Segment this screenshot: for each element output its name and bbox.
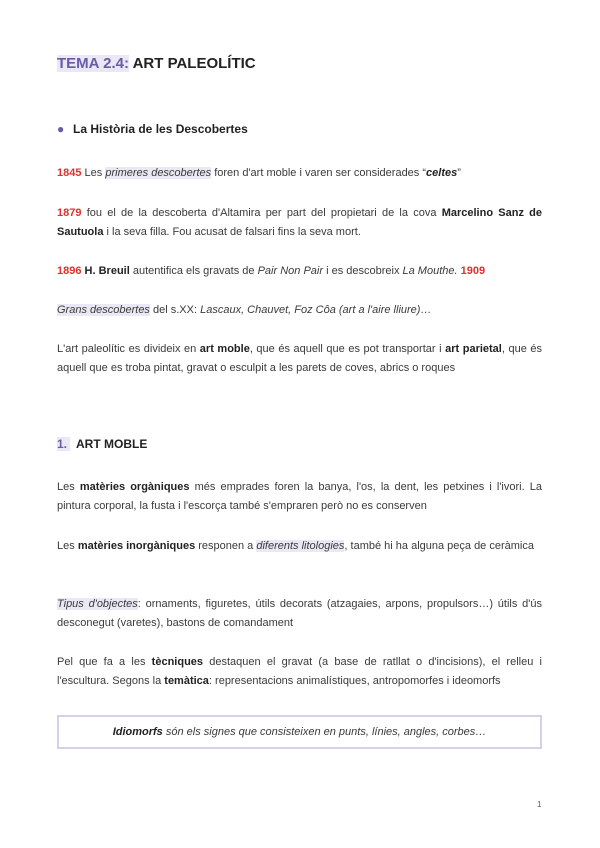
highlight-diferents-litologies: diferents litologies — [256, 540, 345, 552]
subsection-heading-text: La Història de les Descobertes — [73, 122, 248, 136]
text-span: responen a — [198, 540, 254, 552]
term-tecniques: tècniques — [151, 656, 204, 668]
subsection-heading — [57, 122, 248, 136]
year-1909: 1909 — [460, 265, 486, 277]
text-span: : representacions animalístiques, antropomorfes i ideomorfs — [208, 675, 501, 687]
section-number: 1. — [57, 437, 70, 451]
page-title — [57, 55, 256, 72]
ideomorfs-callout-box — [57, 715, 542, 749]
year-1845: 1845 — [57, 167, 82, 179]
text-span: i es descobreix — [326, 265, 400, 277]
text-span: , també hi ha alguna peça de ceràmica — [344, 540, 534, 552]
term-materies-inorganiques: matèries inorgàniques — [77, 540, 196, 552]
paragraph-tipus-objectes — [57, 595, 542, 633]
highlight-tipus-objectes: Tipus d'objectes — [57, 598, 138, 610]
section-label: ART MOBLE — [76, 437, 148, 451]
term-art-moble: art moble — [199, 343, 250, 355]
text-span: destaquen el gravat (a base de ratllat o d'incisions), el relleu i l'escultura. Segons la — [57, 656, 542, 687]
site-la-mouthe: La Mouthe. — [402, 265, 458, 277]
site-pair-non-pair: Pair Non Pair — [257, 265, 324, 277]
highlight-primeres-descobertes: primeres descobertes — [105, 167, 212, 179]
paragraph-1845 — [57, 164, 542, 183]
celtes-term: celtes — [426, 167, 458, 179]
year-1896: 1896 — [57, 265, 82, 277]
text-span: , que és aquell que es pot transportar i — [249, 343, 442, 355]
paragraph-inorganiques — [57, 537, 542, 556]
term-idiomorfs: Idiomorfs — [112, 726, 163, 738]
page-number: 1 — [537, 800, 542, 809]
paragraph-division — [57, 340, 542, 378]
paragraph-organiques — [57, 478, 542, 516]
title-text: ART PALEOLÍTIC — [132, 55, 256, 72]
paragraph-1879 — [57, 204, 542, 242]
text-span: fou el de la descoberta d'Altamira per part del propietari de la cova — [86, 207, 437, 219]
text-span: Les — [57, 540, 75, 552]
sites-list: Lascaux, Chauvet, Foz Côa (art a l'aire lliure)… — [200, 304, 432, 316]
text-span: i la seva filla. Fou acusat de falsari fins la seva mort. — [106, 226, 361, 238]
text-span: : ornaments, figuretes, útils decorats (atzagaies, arpons, propulsors…) útils d'ús desconegut (varetes), bastons de comandament — [57, 598, 542, 629]
text-span: del s.XX: — [153, 304, 198, 316]
paragraph-grans-descobertes — [57, 301, 542, 320]
text-span: Les — [84, 167, 103, 179]
term-tematica: temàtica — [164, 675, 209, 687]
title-prefix: TEMA 2.4: — [57, 55, 129, 72]
text-span: foren d'art moble i varen ser considerades “ — [214, 167, 427, 179]
term-materies-organiques: matèries orgàniques — [79, 481, 190, 493]
text-span: ” — [457, 167, 461, 179]
paragraph-tecniques — [57, 653, 542, 691]
name-breuil: H. Breuil — [84, 265, 130, 277]
section-heading-art-moble — [57, 437, 147, 451]
text-span: més emprades foren la banya, l'os, la dent, les petxines i l'ivori. La pintura corporal, la fusta i l'escorça també s'empraren però no es conserven — [57, 481, 542, 512]
year-1879: 1879 — [57, 207, 82, 219]
text-span: L'art paleolític es divideix en — [57, 343, 197, 355]
text-span: Pel que fa a les — [57, 656, 146, 668]
bullet-icon: ● — [57, 122, 65, 136]
highlight-grans-descobertes: Grans descobertes — [57, 304, 150, 316]
paragraph-1896 — [57, 262, 542, 281]
text-span: autentifica els gravats de — [132, 265, 255, 277]
text-span: , que és aquell que es troba pintat, gravat o esculpit a les parets de coves, abrics o roques — [57, 343, 542, 374]
term-art-parietal: art parietal — [445, 343, 502, 355]
name-sautuola: Marcelino Sanz de Sautuola — [57, 207, 543, 238]
text-span: Les — [57, 481, 75, 493]
text-span: són els signes que consisteixen en punts, línies, angles, corbes… — [165, 726, 487, 738]
